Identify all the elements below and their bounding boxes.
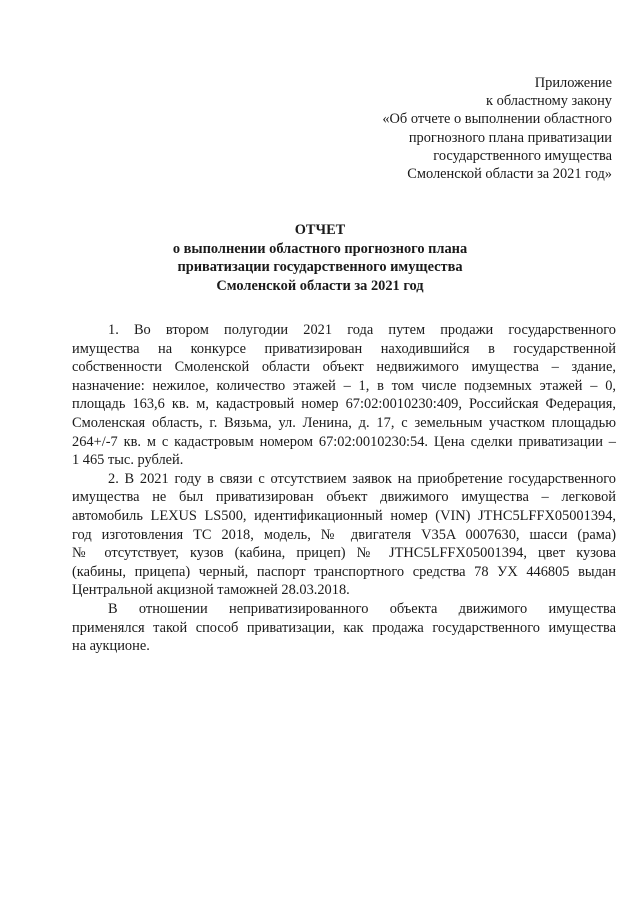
- paragraph-line: год изготовления ТС 2018, модель, № двигателя V35A 0007630, шасси (рама): [72, 526, 616, 543]
- paragraph-line: автомобиль LEXUS LS500, идентификационный номер (VIN) JTHC5LFFX05001394,: [72, 507, 616, 524]
- paragraph-line: 2. В 2021 году в связи с отсутствием заявок на приобретение государственного: [108, 470, 616, 487]
- paragraph-line: собственности Смоленской области объект недвижимого имущества – здание,: [72, 359, 616, 376]
- paragraph-line: имущества на конкурсе приватизирован находившийся в государственной: [72, 340, 616, 357]
- paragraph-line: имущества не был приватизирован объект движимого имущества – легковой: [72, 489, 616, 506]
- paragraph-line: (кабины, прицепа) черный, паспорт транспортного средства 78 УХ 446805 выдан: [72, 563, 616, 580]
- paragraph-line: площадь 163,6 кв. м, кадастровый номер 67:02:0010230:409, Российская Федерация,: [72, 396, 616, 413]
- title-line: приватизации государственного имущества: [177, 259, 463, 275]
- appendix-header: [382, 74, 612, 183]
- paragraph-line: № отсутствует, кузов (кабина, прицеп) № JTHC5LFFX05001394, цвет кузова: [72, 545, 616, 562]
- paragraph-line: назначение: нежилое, количество этажей – 1, в том числе подземных этажей – 0,: [72, 377, 616, 394]
- report-title: [0, 221, 640, 295]
- paragraph-3: [72, 600, 616, 656]
- paragraph-2: [72, 470, 616, 600]
- paragraph-line: Центральной акцизной таможней 28.03.2018.: [72, 582, 350, 599]
- appendix-line: Приложение: [534, 75, 612, 91]
- title-line: ОТЧЕТ: [294, 222, 346, 238]
- paragraph-1: [72, 321, 616, 470]
- paragraph-line: 264+/-7 кв. м с кадастровым номером 67:02:0010230:54. Цена сделки приватизации –: [72, 433, 616, 450]
- appendix-line: государственного имущества: [433, 147, 612, 164]
- paragraph-line: на аукционе.: [72, 638, 150, 655]
- title-line: Смоленской области за 2021 год: [216, 277, 424, 294]
- paragraph-line: В отношении неприватизированного объекта движимого имущества: [108, 600, 616, 617]
- appendix-line: «Об отчете о выполнении областного: [382, 111, 612, 128]
- title-line: о выполнении областного прогнозного плана: [172, 240, 468, 257]
- appendix-line: к областному закону: [486, 93, 612, 110]
- appendix-line: прогнозного плана приватизации: [408, 129, 612, 146]
- appendix-line: Смоленской области за 2021 год»: [407, 166, 612, 183]
- paragraph-line: 1 465 тыс. рублей.: [72, 452, 184, 469]
- report-body: [72, 321, 616, 656]
- paragraph-line: 1. Во втором полугодии 2021 года путем продажи государственного: [108, 322, 616, 338]
- paragraph-line: применялся такой способ приватизации, как продажа государственного имущества: [72, 619, 616, 636]
- paragraph-line: Смоленская область, г. Вязьма, ул. Ленина, д. 17, с земельным участком площадью: [72, 414, 616, 431]
